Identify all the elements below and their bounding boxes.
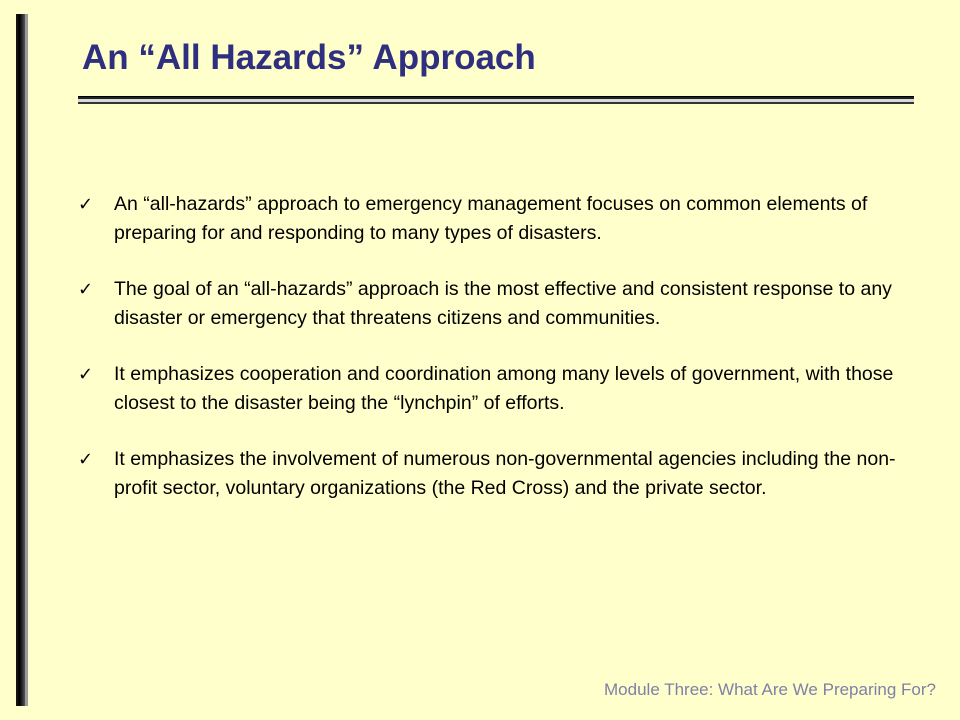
bullet-item: [74, 445, 904, 503]
checkmark-icon: ✓: [78, 194, 94, 215]
checkmark-icon: ✓: [78, 279, 94, 300]
bullet-text: An “all-hazards” approach to emergency management focuses on common elements of preparing for and responding to many types of disasters.: [114, 193, 868, 244]
title-divider: [78, 96, 914, 104]
bullet-item: [74, 190, 904, 248]
slide-footer: Module Three: What Are We Preparing For?: [604, 680, 936, 699]
slide-title: An “All Hazards” Approach: [82, 38, 536, 77]
bullet-item: [74, 360, 904, 418]
bullet-text: The goal of an “all-hazards” approach is the most effective and consistent response to any disaster or emergency that threatens citizens and communities.: [114, 278, 892, 329]
bullet-item: [74, 275, 904, 333]
bullet-text: It emphasizes the involvement of numerous non-governmental agencies including the non-profit sector, voluntary organizations (the Red Cross) and the private sector.: [114, 448, 896, 499]
checkmark-icon: ✓: [78, 364, 94, 385]
left-border-bar: [16, 14, 25, 706]
bullet-text: It emphasizes cooperation and coordination among many levels of government, with those closest to the disaster being the “lynchpin” of efforts.: [114, 363, 894, 414]
bullet-list: [74, 190, 904, 530]
checkmark-icon: ✓: [78, 449, 94, 470]
